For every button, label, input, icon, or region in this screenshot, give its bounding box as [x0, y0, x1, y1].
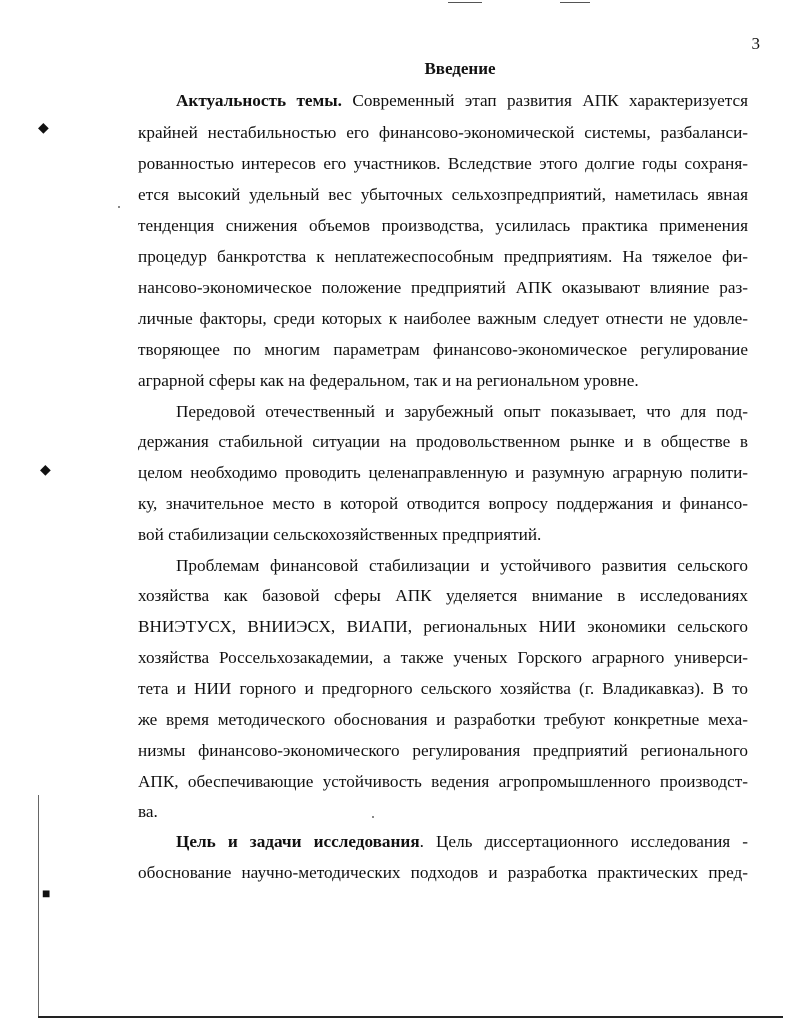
text-line: Проблемам финансовой стабилизации и устойчивого развития сельского	[176, 556, 748, 575]
text-line: вой стабилизации сельскохозяйственных предприятий.	[138, 525, 542, 544]
paragraph-lead: Цель и задачи исследования	[176, 832, 420, 851]
text-line: целом необходимо проводить целенаправленную и разумную аграрную полити-	[138, 463, 748, 482]
margin-bullet-icon: ■	[42, 887, 51, 902]
text-line: АПК, обеспечивающие устойчивость ведения агропромышленного производст-	[138, 772, 748, 791]
text-line: аграрной сферы как на федеральном, так и на региональном уровне.	[138, 371, 639, 390]
text-line: ку, значительное место в которой отводится вопросу поддержания и финансо-	[138, 494, 748, 513]
top-scan-mark	[448, 2, 482, 3]
paragraph-lead: Актуальность темы.	[176, 91, 342, 110]
text-line	[176, 832, 748, 852]
text-line: творяющее по многим параметрам финансово-экономическое регулирование	[138, 340, 748, 359]
text-line: нансово-экономическое положение предприятий АПК оказывают влияние раз-	[138, 278, 748, 297]
section-title: Введение	[424, 59, 496, 78]
text-line: рованностью интересов его участников. Вследствие этого долгие годы сохраня-	[138, 154, 748, 173]
text-line: держания стабильной ситуации на продовольственном рынке и в обществе в	[138, 432, 748, 451]
text-line: хозяйства как базовой сферы АПК уделяется внимание в исследованиях	[138, 586, 748, 605]
text-line: ется высокий удельный вес убыточных сельхозпредприятий, наметилась явная	[138, 185, 748, 204]
text-line: ВНИЭТУСХ, ВНИИЭСХ, ВИАПИ, региональных НИИ экономики сельского	[138, 617, 748, 636]
scan-left-edge	[38, 795, 39, 1017]
text-line: низмы финансово-экономического регулирования предприятий регионального	[138, 741, 748, 760]
text-line: хозяйства Россельхозакадемии, а также ученых Горского аграрного универси-	[138, 648, 748, 667]
page-number: 3	[751, 34, 760, 53]
margin-bullet-icon: ◆	[38, 121, 49, 136]
text-line: тета и НИИ горного и предгорного сельского хозяйства (г. Владикавказ). В то	[138, 679, 748, 698]
text-line: тенденция снижения объемов производства, усилилась практика применения	[138, 216, 748, 235]
text-line: обоснование научно-методических подходов и разработка практических пред-	[138, 863, 748, 882]
text-line: процедур банкротства к неплатежеспособным предприятиям. На тяжелое фи-	[138, 247, 748, 266]
scan-speck	[372, 816, 374, 818]
text-line: ва.	[138, 802, 158, 821]
text-line: Передовой отечественный и зарубежный опыт показывает, что для под-	[176, 402, 748, 421]
text-line: крайней нестабильностью его финансово-экономической системы, разбаланси-	[138, 123, 748, 142]
top-scan-mark	[560, 2, 590, 3]
scan-speck	[118, 206, 120, 208]
text-line: же время методического обоснования и разработки требуют конкретные меха-	[138, 710, 748, 729]
scan-bottom-edge	[38, 1016, 783, 1018]
line-text: Современный этап развития АПК характеризуется	[341, 91, 748, 110]
text-line: личные факторы, среди которых к наиболее важным следует отнести не удовле-	[138, 309, 748, 328]
margin-bullet-icon: ◆	[40, 463, 51, 478]
text-line	[176, 91, 748, 111]
line-text: . Цель диссертационного исследования -	[419, 832, 748, 851]
